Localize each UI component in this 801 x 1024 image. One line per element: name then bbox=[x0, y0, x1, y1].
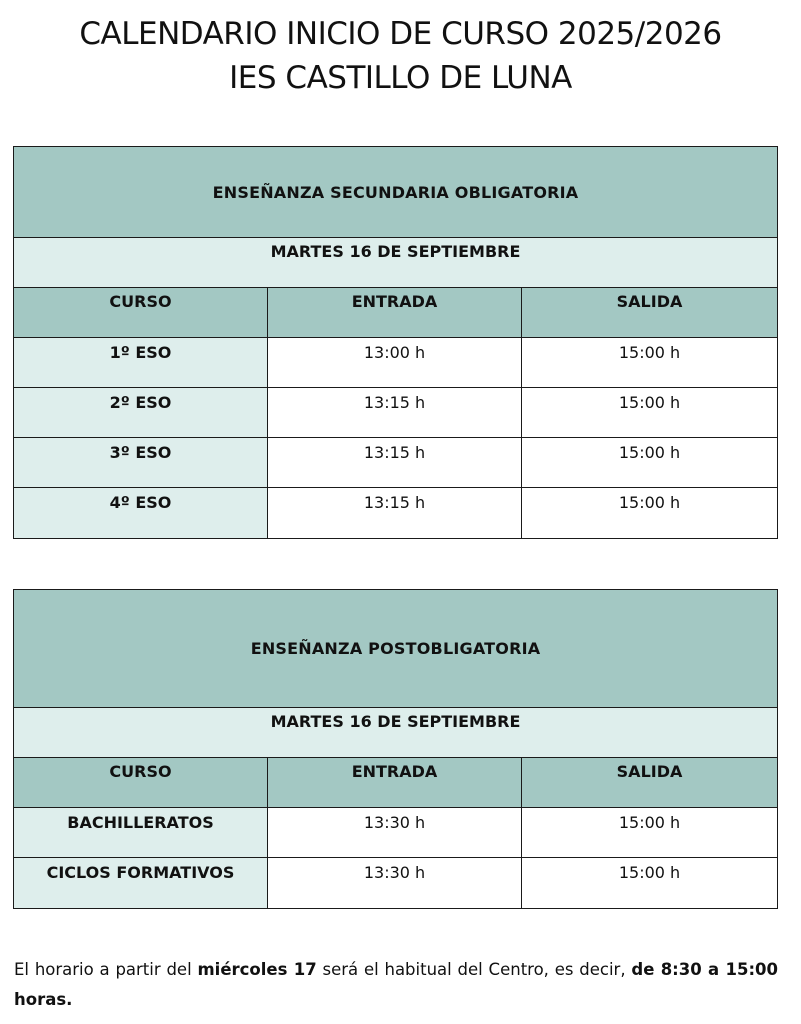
salida-cell: 15:00 h bbox=[522, 488, 778, 539]
curso-cell: 4º ESO bbox=[14, 488, 268, 539]
entrada-cell: 13:15 h bbox=[268, 388, 522, 438]
note-bold-hours: de 8:30 a 15:00 horas. bbox=[14, 960, 778, 1009]
column-header-curso: CURSO bbox=[14, 288, 268, 338]
table-row bbox=[14, 488, 778, 539]
note-text-1: El horario a partir del bbox=[14, 960, 198, 979]
post-date: MARTES 16 DE SEPTIEMBRE bbox=[14, 708, 778, 758]
entrada-cell: 13:30 h bbox=[268, 858, 522, 909]
curso-cell: CICLOS FORMATIVOS bbox=[14, 858, 268, 909]
school-name: IES CASTILLO DE LUNA bbox=[229, 60, 572, 96]
document-title: CALENDARIO INICIO DE CURSO 2025/2026 bbox=[79, 16, 722, 52]
curso-cell: 3º ESO bbox=[14, 438, 268, 488]
eso-section-title: ENSEÑANZA SECUNDARIA OBLIGATORIA bbox=[14, 147, 778, 238]
salida-cell: 15:00 h bbox=[522, 338, 778, 388]
table-row bbox=[14, 858, 778, 909]
column-header-entrada: ENTRADA bbox=[268, 758, 522, 808]
table-row bbox=[14, 438, 778, 488]
post-section-title: ENSEÑANZA POSTOBLIGATORIA bbox=[14, 590, 778, 708]
postobligatoria-schedule-table bbox=[13, 589, 778, 909]
column-header-curso: CURSO bbox=[14, 758, 268, 808]
entrada-cell: 13:15 h bbox=[268, 488, 522, 539]
entrada-cell: 13:00 h bbox=[268, 338, 522, 388]
entrada-cell: 13:15 h bbox=[268, 438, 522, 488]
curso-cell: BACHILLERATOS bbox=[14, 808, 268, 858]
eso-date: MARTES 16 DE SEPTIEMBRE bbox=[14, 238, 778, 288]
entrada-cell: 13:30 h bbox=[268, 808, 522, 858]
eso-schedule-table bbox=[13, 146, 778, 539]
salida-cell: 15:00 h bbox=[522, 438, 778, 488]
salida-cell: 15:00 h bbox=[522, 858, 778, 909]
column-header-entrada: ENTRADA bbox=[268, 288, 522, 338]
curso-cell: 1º ESO bbox=[14, 338, 268, 388]
column-header-salida: SALIDA bbox=[522, 288, 778, 338]
schedule-note bbox=[14, 955, 778, 1015]
table-row bbox=[14, 808, 778, 858]
column-header-salida: SALIDA bbox=[522, 758, 778, 808]
curso-cell: 2º ESO bbox=[14, 388, 268, 438]
salida-cell: 15:00 h bbox=[522, 808, 778, 858]
salida-cell: 15:00 h bbox=[522, 388, 778, 438]
note-bold-date: miércoles 17 bbox=[197, 960, 317, 979]
table-row bbox=[14, 388, 778, 438]
table-row bbox=[14, 338, 778, 388]
note-text-2: será el habitual del Centro, es decir, bbox=[316, 960, 632, 979]
